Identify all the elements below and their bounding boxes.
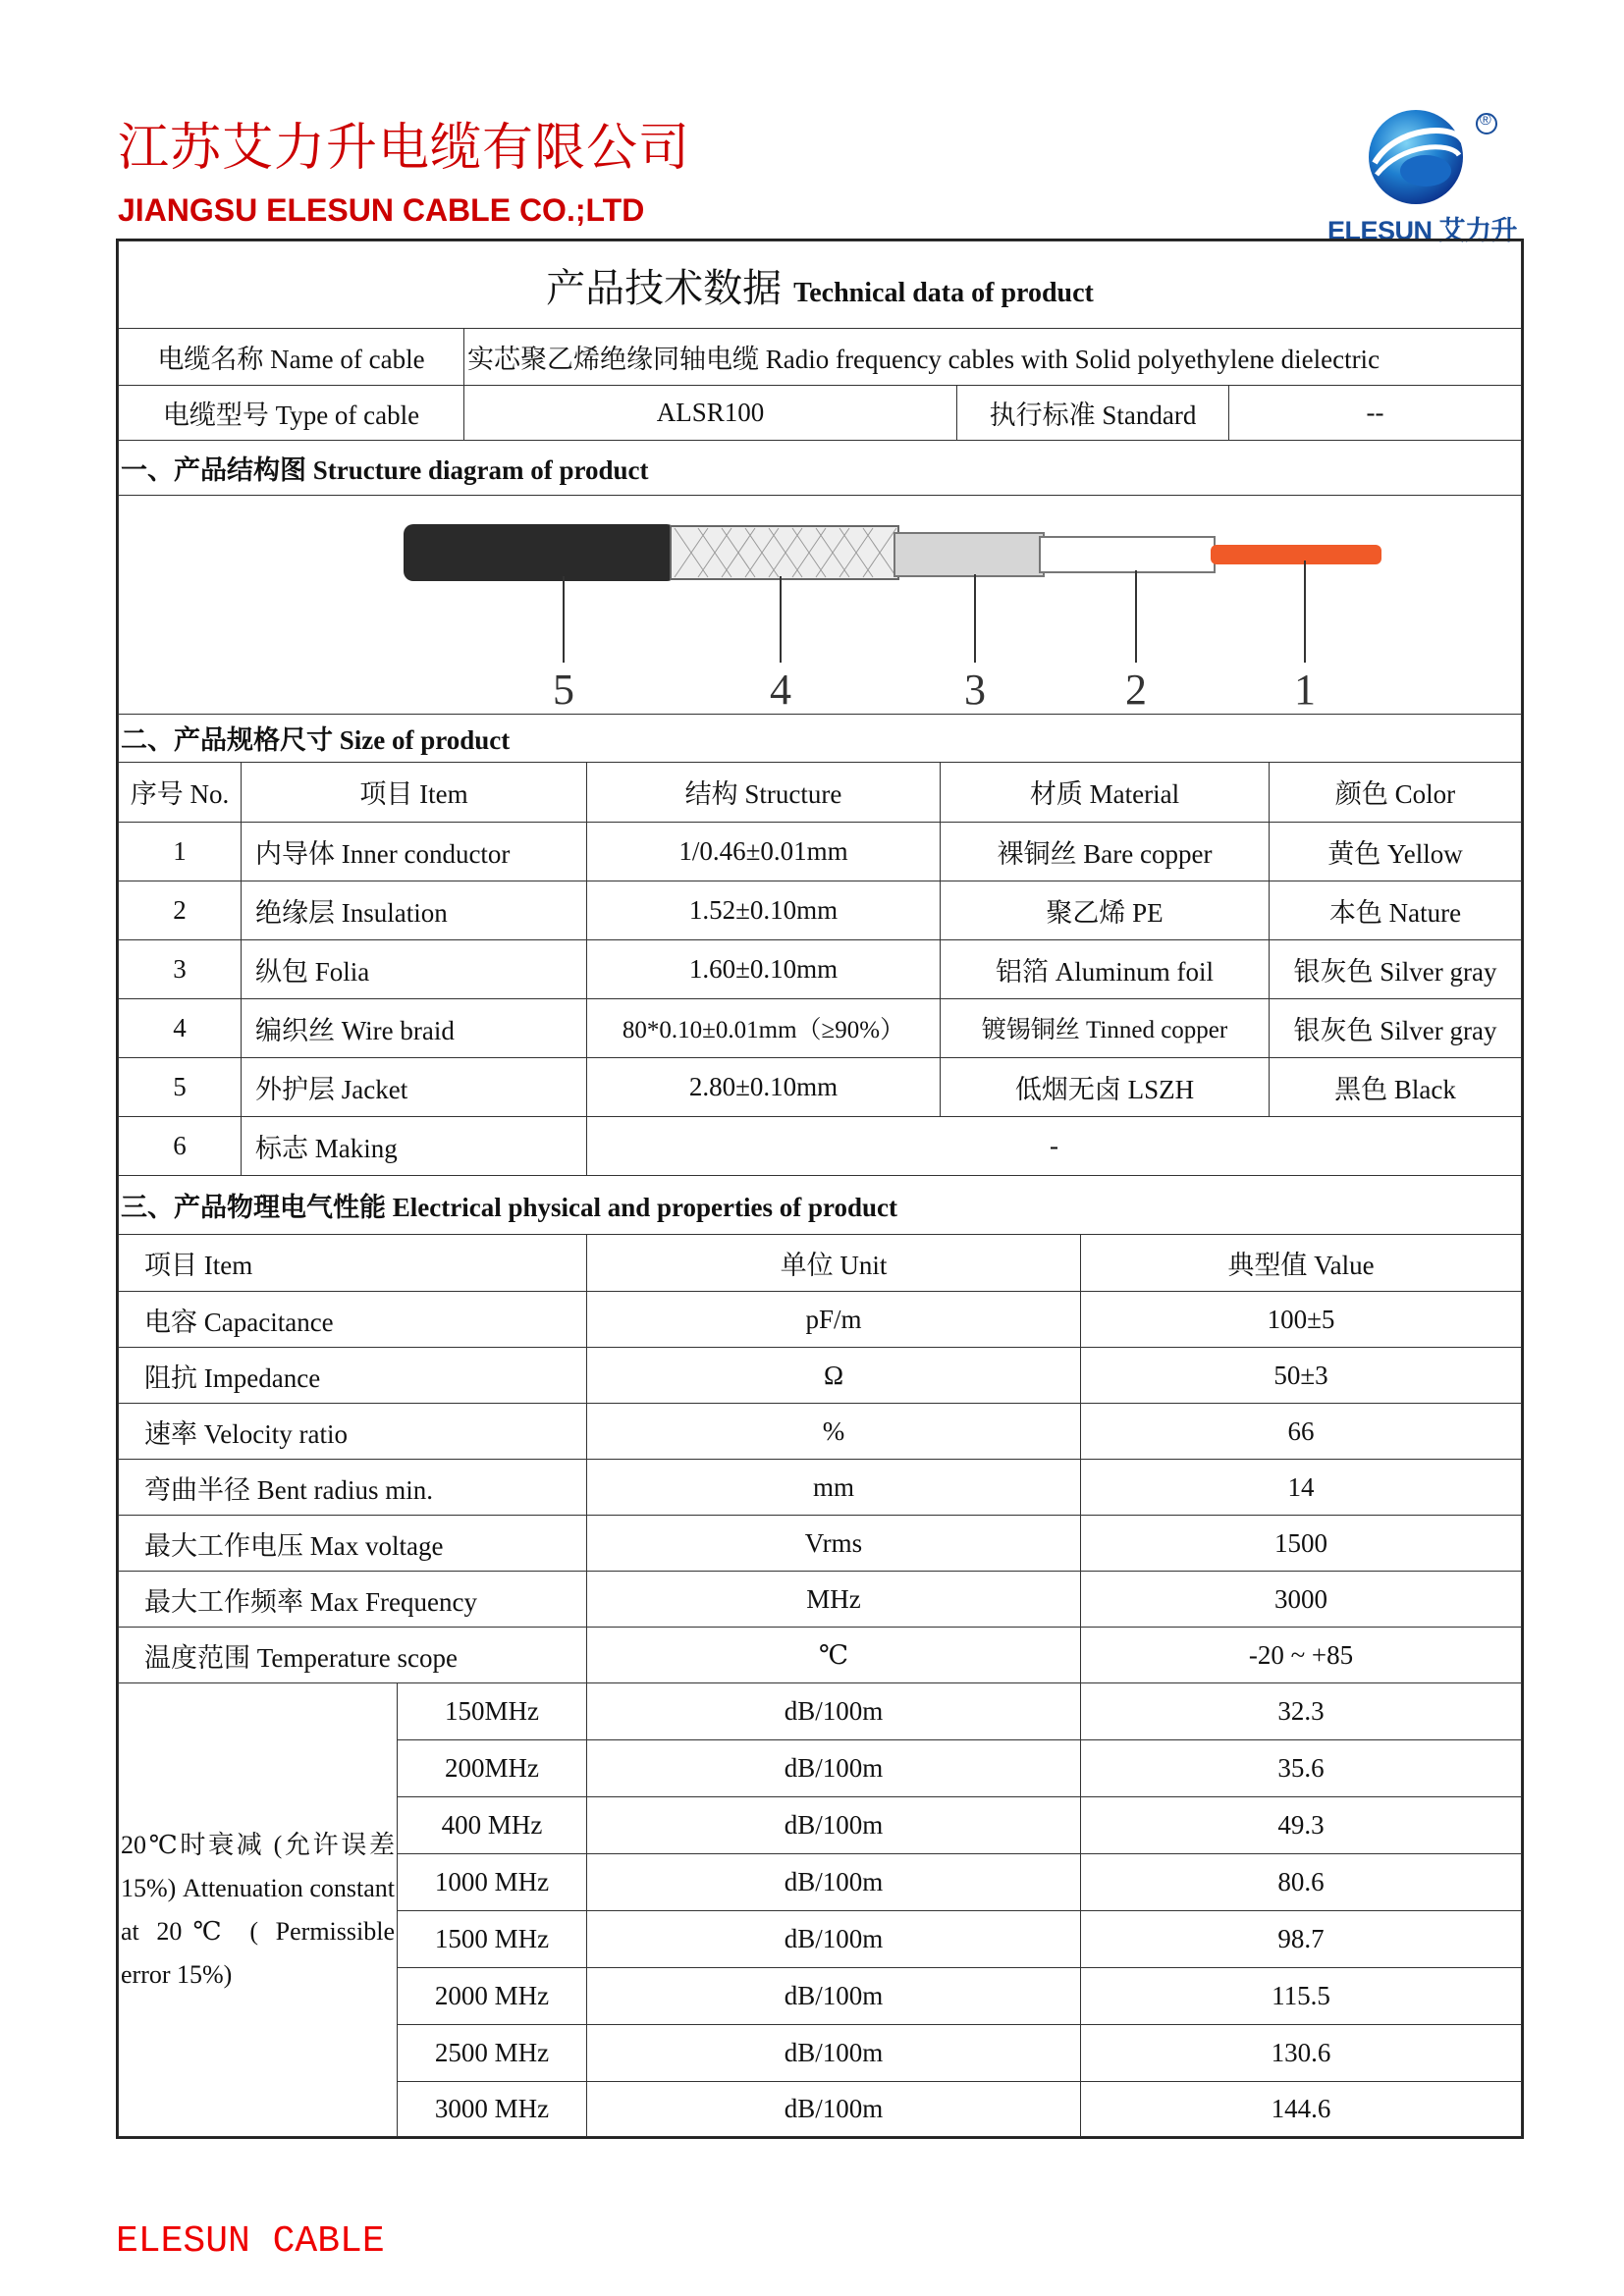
logo-text: ELESUN 艾力升 [1327, 216, 1518, 245]
cell-no: 5 [119, 1057, 242, 1116]
cell-item: 电容 Capacitance [119, 1292, 587, 1348]
cell-marking: - [587, 1116, 1522, 1175]
callout-3: 3 [964, 666, 986, 714]
title-en: Technical data of product [793, 277, 1094, 308]
cell-structure: 80*0.10±0.01mm（≥90%） [587, 998, 941, 1057]
cell-item: 纵包 Folia [242, 939, 587, 998]
size-table-header [119, 762, 1522, 822]
cell-structure: 2.80±0.10mm [587, 1057, 941, 1116]
cell-unit: mm [587, 1460, 1081, 1516]
section-electrical-heading: 三、产品物理电气性能 Electrical physical and properties of product [119, 1176, 1522, 1235]
cell-value: 14 [1081, 1460, 1522, 1516]
cell-frequency: 400 MHz [398, 1797, 587, 1854]
cell-item: 温度范围 Temperature scope [119, 1628, 587, 1683]
cell-value: 80.6 [1081, 1854, 1522, 1911]
cell-color: 银灰色 Silver gray [1270, 939, 1522, 998]
cell-frequency: 3000 MHz [398, 2082, 587, 2137]
cell-unit: dB/100m [587, 1911, 1081, 1968]
callout-2: 2 [1125, 666, 1147, 714]
company-name-en: JIANGSU ELESUN CABLE CO.;LTD [118, 192, 645, 228]
cable-name-value: 实芯聚乙烯绝缘同轴电缆 Radio frequency cables with Solid polyethylene dielectric [464, 329, 1522, 386]
cell-material: 铝箔 Aluminum foil [941, 939, 1270, 998]
section-size-heading: 二、产品规格尺寸 Size of product [119, 715, 1522, 762]
callout-4: 4 [770, 666, 791, 714]
col-item: 项目 Item [242, 762, 587, 822]
table-row [119, 1116, 1522, 1175]
cell-material: 裸铜丝 Bare copper [941, 822, 1270, 881]
table-row [119, 1404, 1522, 1460]
cable-type-label: 电缆型号 Type of cable [119, 386, 464, 441]
cell-structure: 1/0.46±0.01mm [587, 822, 941, 881]
cell-value: 50±3 [1081, 1348, 1522, 1404]
table-row [119, 822, 1522, 881]
cell-material: 聚乙烯 PE [941, 881, 1270, 939]
cell-unit: dB/100m [587, 1854, 1081, 1911]
col-item: 项目 Item [119, 1235, 587, 1292]
cell-value: 32.3 [1081, 1683, 1522, 1740]
table-row [119, 1460, 1522, 1516]
cell-unit: Ω [587, 1348, 1081, 1404]
table-row [119, 881, 1522, 939]
col-color: 颜色 Color [1270, 762, 1522, 822]
cell-value: 1500 [1081, 1516, 1522, 1572]
cell-value: 98.7 [1081, 1911, 1522, 1968]
cell-value: 35.6 [1081, 1740, 1522, 1797]
callout-1: 1 [1294, 666, 1316, 714]
cell-no: 4 [119, 998, 242, 1057]
attenuation-row [119, 1683, 1522, 1740]
header-table [118, 240, 1522, 715]
col-unit: 单位 Unit [587, 1235, 1081, 1292]
size-table [118, 715, 1522, 1176]
col-no: 序号 No. [119, 762, 242, 822]
cell-frequency: 1000 MHz [398, 1854, 587, 1911]
cell-value: 66 [1081, 1404, 1522, 1460]
cell-unit: % [587, 1404, 1081, 1460]
cell-no: 2 [119, 881, 242, 939]
cell-unit: dB/100m [587, 1740, 1081, 1797]
cell-unit: dB/100m [587, 1683, 1081, 1740]
standard-label: 执行标准 Standard [957, 386, 1229, 441]
table-row [119, 1516, 1522, 1572]
cell-item: 外护层 Jacket [242, 1057, 587, 1116]
table-row [119, 1628, 1522, 1683]
cell-item: 最大工作电压 Max voltage [119, 1516, 587, 1572]
cell-value: 115.5 [1081, 1968, 1522, 2025]
electrical-table [118, 1176, 1522, 2138]
electrical-table-header [119, 1235, 1522, 1292]
section-structure-heading: 一、产品结构图 Structure diagram of product [119, 441, 1522, 496]
cell-item: 绝缘层 Insulation [242, 881, 587, 939]
coax-cable-diagram-icon [119, 496, 1523, 714]
cell-item: 速率 Velocity ratio [119, 1404, 587, 1460]
cell-unit: ℃ [587, 1628, 1081, 1683]
cell-no: 6 [119, 1116, 242, 1175]
cell-item: 编织丝 Wire braid [242, 998, 587, 1057]
cell-value: 3000 [1081, 1572, 1522, 1628]
footer-brand: ELESUN CABLE [116, 2220, 385, 2263]
structure-diagram [119, 496, 1522, 715]
cell-material: 低烟无卤 LSZH [941, 1057, 1270, 1116]
cell-frequency: 150MHz [398, 1683, 587, 1740]
table-row [119, 1348, 1522, 1404]
cable-name-label: 电缆名称 Name of cable [119, 329, 464, 386]
cell-item: 弯曲半径 Bent radius min. [119, 1460, 587, 1516]
company-name-cn: 江苏艾力升电缆有限公司 [118, 119, 691, 178]
cell-color: 本色 Nature [1270, 881, 1522, 939]
table-row [119, 1292, 1522, 1348]
cell-color: 黄色 Yellow [1270, 822, 1522, 881]
technical-data-sheet [116, 239, 1524, 2139]
cell-unit: Vrms [587, 1516, 1081, 1572]
callout-5: 5 [553, 666, 574, 714]
standard-value: -- [1229, 386, 1522, 441]
cell-frequency: 2500 MHz [398, 2025, 587, 2082]
cell-item: 内导体 Inner conductor [242, 822, 587, 881]
cell-unit: dB/100m [587, 1968, 1081, 2025]
cell-value: 144.6 [1081, 2082, 1522, 2137]
col-value: 典型值 Value [1081, 1235, 1522, 1292]
globe-logo-icon [1327, 106, 1543, 209]
cell-color: 银灰色 Silver gray [1270, 998, 1522, 1057]
col-structure: 结构 Structure [587, 762, 941, 822]
cell-structure: 1.60±0.10mm [587, 939, 941, 998]
cell-value: 130.6 [1081, 2025, 1522, 2082]
cell-unit: pF/m [587, 1292, 1081, 1348]
cell-unit: dB/100m [587, 1797, 1081, 1854]
registered-mark: ® [1480, 112, 1491, 129]
cell-color: 黑色 Black [1270, 1057, 1522, 1116]
cell-item: 阻抗 Impedance [119, 1348, 587, 1404]
cell-no: 3 [119, 939, 242, 998]
cell-frequency: 200MHz [398, 1740, 587, 1797]
company-logo [1327, 106, 1543, 243]
cell-unit: MHz [587, 1572, 1081, 1628]
cell-unit: dB/100m [587, 2025, 1081, 2082]
cell-material: 镀锡铜丝 Tinned copper [941, 998, 1270, 1057]
cell-no: 1 [119, 822, 242, 881]
cell-unit: dB/100m [587, 2082, 1081, 2137]
col-material: 材质 Material [941, 762, 1270, 822]
cable-type-value: ALSR100 [464, 386, 957, 441]
attenuation-label: 20℃时衰减 (允许误差 15%) Attenuation constant at 20℃ ( Permissible error 15%) [119, 1683, 398, 2137]
cell-item: 最大工作频率 Max Frequency [119, 1572, 587, 1628]
table-row [119, 998, 1522, 1057]
cell-value: 49.3 [1081, 1797, 1522, 1854]
cell-frequency: 1500 MHz [398, 1911, 587, 1968]
table-row [119, 1057, 1522, 1116]
cell-item: 标志 Making [242, 1116, 587, 1175]
table-row [119, 939, 1522, 998]
table-row [119, 1572, 1522, 1628]
cell-value: 100±5 [1081, 1292, 1522, 1348]
cell-structure: 1.52±0.10mm [587, 881, 941, 939]
cell-frequency: 2000 MHz [398, 1968, 587, 2025]
title-cn: 产品技术数据 [546, 265, 783, 311]
sheet-title [119, 241, 1522, 329]
cell-value: -20 ~ +85 [1081, 1628, 1522, 1683]
